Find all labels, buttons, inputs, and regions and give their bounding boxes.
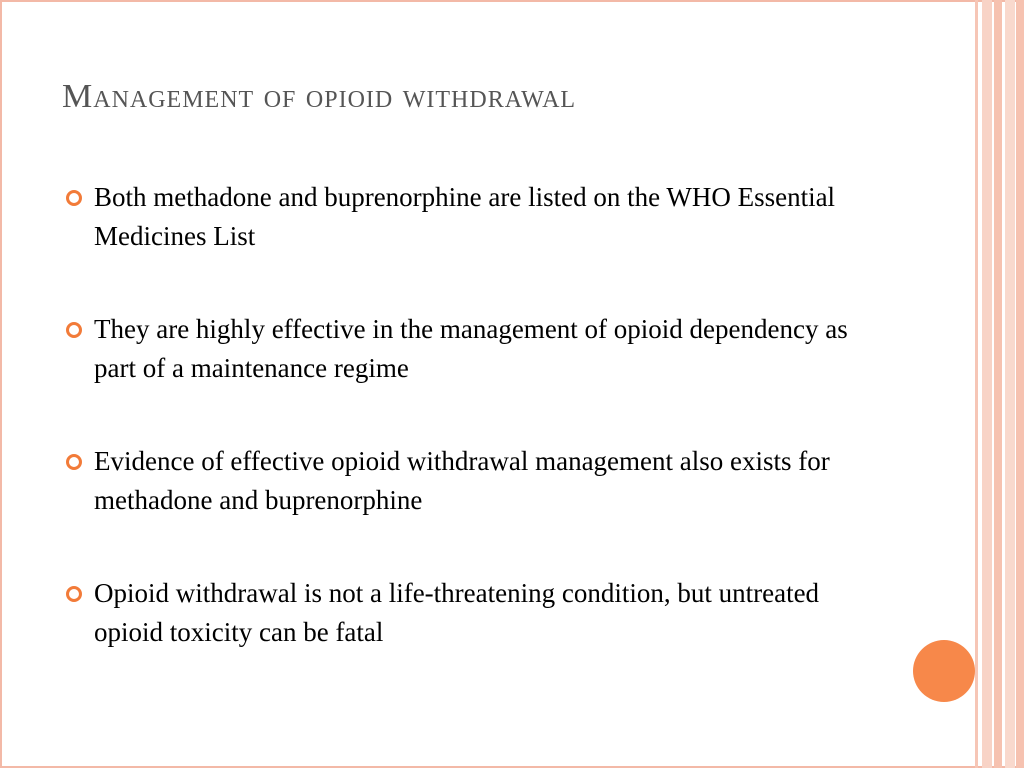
right-stripe	[1016, 0, 1024, 768]
bullet-text: Opioid withdrawal is not a life-threatening condition, but untreated opioid toxicity can be fatal	[94, 578, 820, 647]
bullet-text: Evidence of effective opioid withdrawal management also exists for methadone and buprenorphine	[94, 446, 830, 515]
hollow-circle-bullet-icon	[66, 322, 82, 338]
frame-left-line	[0, 0, 2, 768]
right-stripe	[975, 0, 978, 768]
bullet-item	[62, 574, 892, 652]
bullet-text: They are highly effective in the management of opioid dependency as part of a maintenance regime	[94, 314, 848, 383]
right-stripe	[994, 0, 1002, 768]
bullet-item	[62, 442, 892, 520]
hollow-circle-bullet-icon	[66, 454, 82, 470]
right-stripe	[1005, 0, 1015, 768]
frame-top-line	[0, 0, 1024, 2]
hollow-circle-bullet-icon	[66, 586, 82, 602]
slide-title: Management of opioid withdrawal	[62, 78, 577, 115]
orange-circle-decoration	[913, 640, 975, 702]
bullet-text: Both methadone and buprenorphine are listed on the WHO Essential Medicines List	[94, 182, 836, 251]
bullet-item	[62, 178, 892, 256]
right-stripe	[982, 0, 992, 768]
hollow-circle-bullet-icon	[66, 190, 82, 206]
bullet-item	[62, 310, 892, 388]
bullet-list	[62, 178, 892, 706]
